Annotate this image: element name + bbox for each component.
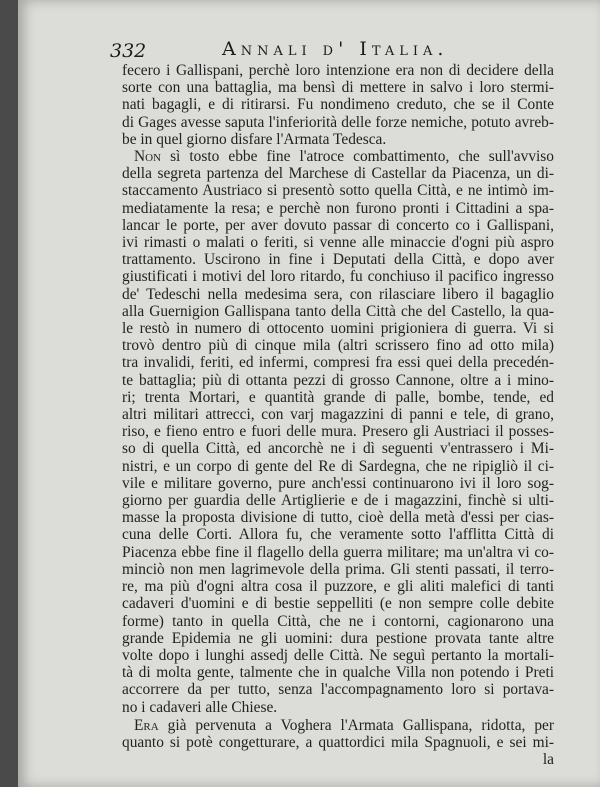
text-line: de' Tedeschi nella medesima sera, con rilasciare libero il bagaglio — [122, 285, 554, 303]
text-line: le restò in numero di ottocento uomini prigioniera di guerra. Vi si — [122, 320, 554, 338]
paragraph — [122, 717, 554, 751]
text-line: grande Epidemia ne gli uomini: dura pestione provata tante altre — [122, 629, 554, 647]
text-line: alla Guernigion Gallispana tanto della Città che del Castello, la qua- — [122, 302, 554, 320]
paragraph — [122, 148, 554, 716]
text-line: trattamento. Uscirono in fine i Deputati della Città, e dopo aver — [122, 251, 554, 269]
text-line: staccamento Austriaco si presentò sotto quella Città, e ne intimò im- — [122, 182, 554, 200]
text-line: della segreta partenza del Marchese di Castellar da Piacenza, un di- — [122, 165, 554, 183]
text-line: giorno per guardia delle Artiglierie e de i magazzini, finchè si ulti- — [122, 492, 554, 510]
text-line-rest: già pervenuta a Voghera l'Armata Gallispana, ridotta, per — [158, 716, 554, 734]
text-line: volte dopo i lunghi assedj delle Città. Ne seguì pertanto la mortali- — [122, 646, 554, 664]
text-line: accorrere da per tutto, senza l'accompagnamento loro si portava- — [122, 681, 554, 699]
text-line: nati bagagli, e di ritirarsi. Fu nondimeno creduto, che se il Conte — [122, 96, 554, 114]
text-line: Piacenza ebbe fine il flagello della guerra militare; ma un'altra vi co- — [122, 543, 554, 561]
text-line: giustificati i motivi del loro ritardo, fu conchiuso il pacifico ingresso — [122, 268, 554, 286]
text-line: te battaglia; più di ottanta pezzi di grosso Cannone, oltre a i mino- — [122, 371, 554, 389]
text-line: fecero i Gallispani, perchè loro intenzione era non di decidere della — [122, 62, 554, 79]
text-line: nistri, e un corpo di gente del Re di Sardegna, che ne ripigliò il ci- — [122, 457, 554, 475]
body-text — [122, 62, 554, 768]
text-line: no i cadaveri alle Chiese. — [122, 698, 278, 716]
text-line — [122, 717, 554, 734]
paragraph — [122, 62, 554, 148]
running-title: Annali d' Italia. — [222, 38, 449, 60]
text-line: tra invalidi, feriti, ed infermi, compresi fra essi quei della precedén- — [122, 354, 554, 372]
text-line: ri; trenta Mortari, e quantità grande di palle, bombe, tende, ed — [122, 388, 554, 406]
paragraph-lead-word: Non — [134, 148, 162, 166]
text-line: altri militari attrecci, con varj magazzini di panni e tele, di grano, — [122, 406, 554, 424]
text-line-rest: sì tosto ebbe fine l'atroce combattimento, che sull'avviso — [161, 148, 554, 166]
text-line: so di quella Città, ed ancorchè ne i dì seguenti v'entrassero i Mi- — [122, 440, 554, 458]
text-line: quanto si potè congetturare, a quattordici mila Spagnuoli, e sei mi- — [122, 733, 554, 751]
text-line: masse la proposta divisione di tutto, cioè della metà d'essi per cias- — [122, 509, 554, 527]
paragraph-lead-word: Era — [134, 716, 159, 734]
text-line: cadaveri d'uomini e di bestie seppelliti (e non sempre colle debite — [122, 595, 554, 613]
catchword: la — [542, 751, 554, 769]
text-line: minciò non men lagrimevole della prima. Gli stenti passati, il terro- — [122, 560, 554, 578]
text-line: forme) tanto in quella Città, che ne i contorni, cagionarono una — [122, 612, 554, 630]
text-line: sorte con una battaglia, ma bensì di mettere in salvo i loro stermi- — [122, 79, 554, 97]
text-line: ivi rimasti o malati o feriti, si venne alle minaccie d'ogni più aspro — [122, 234, 554, 252]
text-line: vile e militare governo, pure anch'essi continuarono ivi il loro sog- — [122, 474, 554, 492]
text-line: cuna delle Corti. Allora fu, che veramente sotto l'afflitta Città di — [122, 526, 554, 544]
text-line: riso, e fieno entro e fuori delle mura. Presero gli Austriaci il posses- — [122, 423, 554, 441]
text-line: be in quel giorno disfare l'Armata Tedesca. — [122, 130, 387, 148]
text-line: tà di molta gente, talmente che in qualche Villa non potendo i Preti — [122, 664, 554, 682]
text-line: re, ma più d'ogni altra cosa il puzzore, e gli aliti malefici di tanti — [122, 578, 554, 596]
book-page — [18, 0, 600, 787]
text-line: trovò dentro più di cinque mila (altri scrissero fino ad otto mila) — [122, 337, 554, 355]
text-line: di Gages avesse saputa l'inferiorità delle forze nemiche, potuto avreb- — [122, 113, 554, 131]
text-line: mediatamente la resa; e perchè non furono pronti i Cittadini a spa- — [122, 199, 554, 217]
page-number: 332 — [110, 40, 147, 62]
text-line: lancar le porte, per aver dovuto passar di concerto co i Gallispani, — [122, 216, 554, 234]
text-line — [122, 148, 554, 165]
